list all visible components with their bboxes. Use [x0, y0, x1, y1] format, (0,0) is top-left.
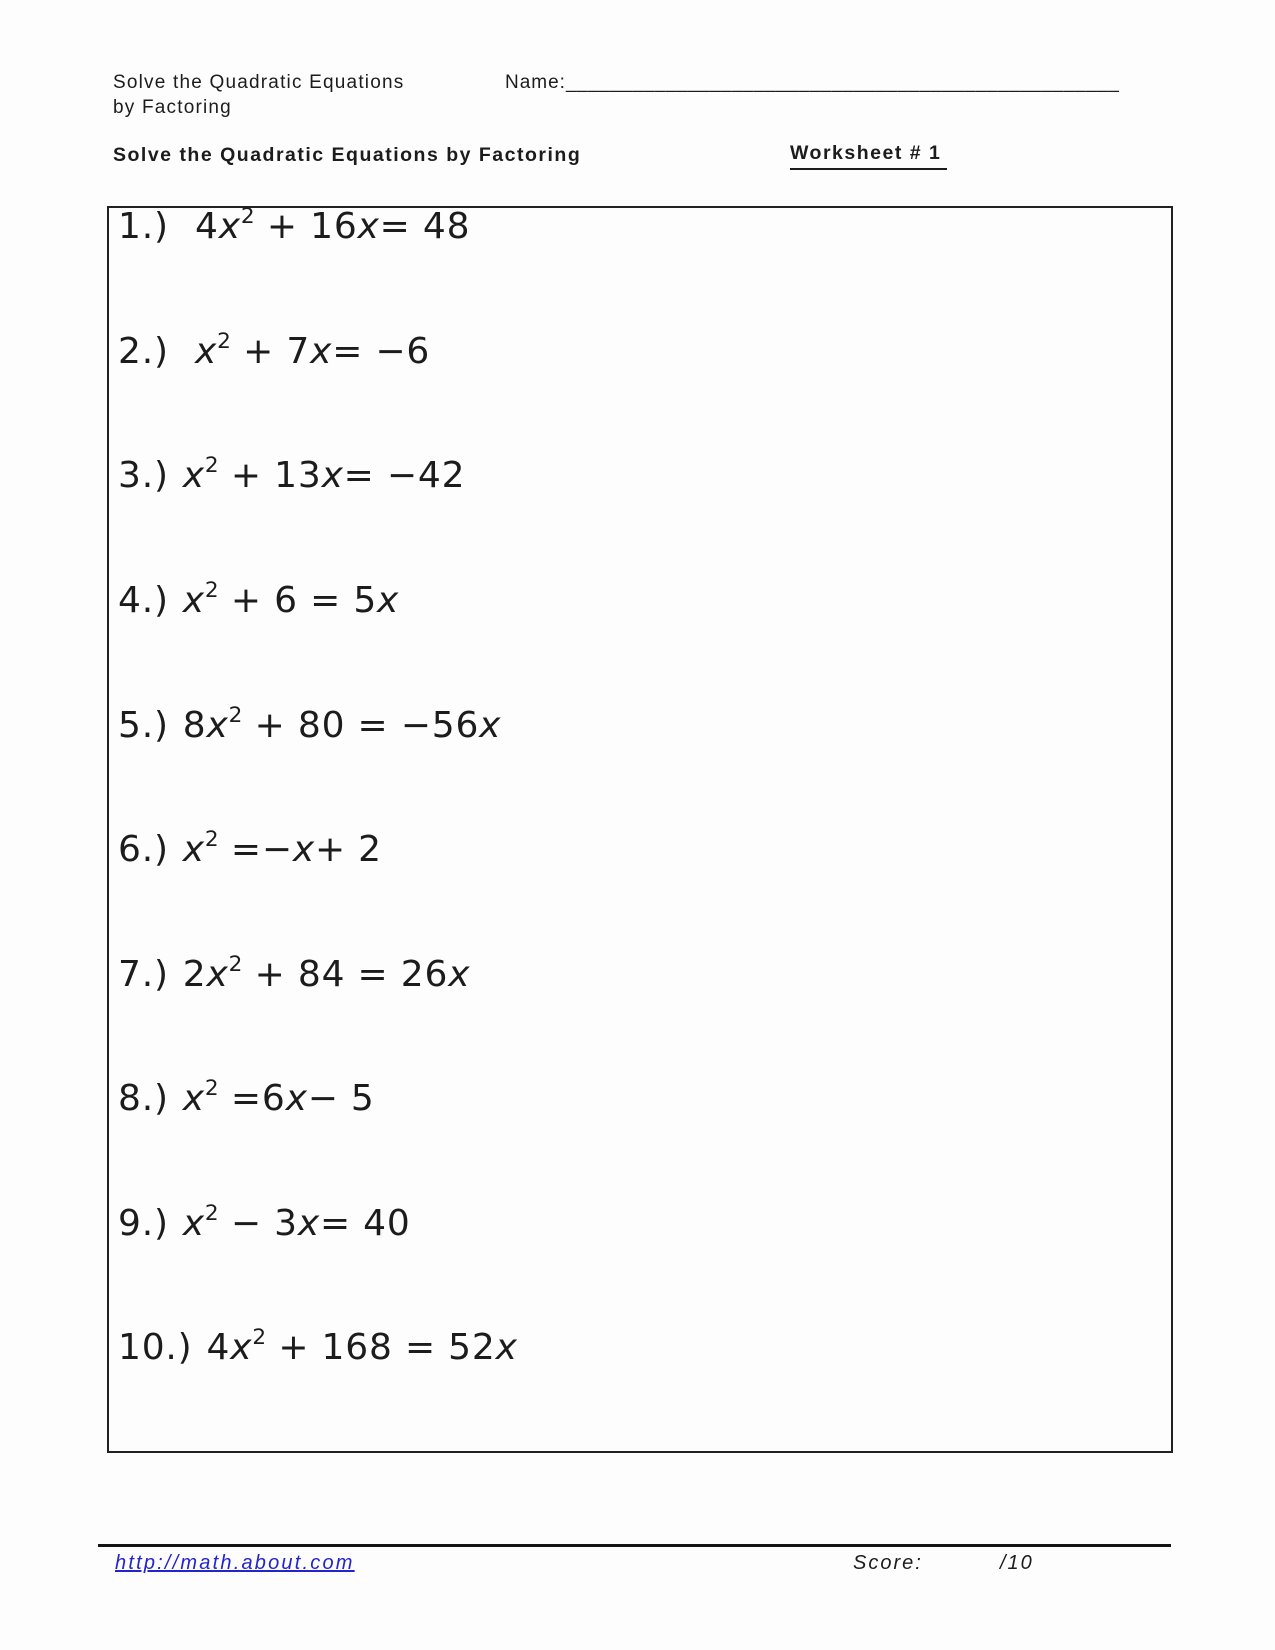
problem-number: 10.)	[118, 1327, 193, 1368]
problem-equation: $x^2 + 13x= -42$	[182, 452, 466, 496]
problem-row-9	[118, 1200, 411, 1244]
problem-equation: $x^2 - 3x= 40$	[182, 1200, 411, 1244]
document-title-line1: Solve the Quadratic Equations	[113, 72, 405, 93]
problem-row-8	[118, 1075, 375, 1119]
problem-number: 7.)	[118, 954, 169, 995]
problem-number: 9.)	[118, 1203, 169, 1244]
problem-row-3	[118, 452, 466, 496]
problem-number: 5.)	[118, 705, 169, 746]
document-title	[113, 70, 404, 120]
problem-equation: $x^2 =6x- 5$	[182, 1075, 375, 1119]
source-link[interactable]: http://math.about.com	[115, 1552, 355, 1574]
problem-row-6	[118, 826, 382, 870]
footer-divider	[98, 1544, 1171, 1547]
problem-number: 1.)	[118, 206, 169, 247]
problem-number: 4.)	[118, 580, 169, 621]
problem-row-2	[118, 328, 431, 372]
score-label: Score:	[853, 1552, 923, 1574]
problem-number: 6.)	[118, 829, 169, 870]
problem-row-5	[118, 702, 502, 746]
problem-row-10	[118, 1324, 518, 1368]
problems-box	[107, 203, 1173, 1453]
page-title: Solve the Quadratic Equations by Factoring	[113, 144, 582, 166]
document-title-line2: by Factoring	[113, 97, 232, 118]
problem-row-4	[118, 577, 400, 621]
problem-number: 2.)	[118, 331, 169, 372]
problem-equation: $x^2 + 6 = 5x$	[182, 577, 400, 621]
problem-equation: $2x^2 + 84 = 26x$	[182, 951, 471, 995]
problem-row-1	[118, 203, 471, 247]
score-value: /10	[1000, 1552, 1034, 1574]
problem-equation: $x^2 + 7x= -6$	[195, 328, 431, 372]
problem-equation: $8x^2 + 80 = -56x$	[182, 702, 502, 746]
problem-row-7	[118, 951, 471, 995]
problem-equation: $4x^2 + 16x= 48$	[195, 203, 471, 247]
name-blank-line: __________________________________________________	[565, 72, 1120, 93]
name-row	[505, 72, 1119, 94]
problem-number: 3.)	[118, 455, 169, 496]
worksheet-number: Worksheet # 1	[790, 142, 947, 170]
name-label: Name:	[505, 72, 566, 93]
problem-equation: $x^2 =-x+ 2$	[182, 826, 382, 870]
problem-equation: $4x^2 + 168 = 52x$	[206, 1324, 518, 1368]
problem-number: 8.)	[118, 1078, 169, 1119]
